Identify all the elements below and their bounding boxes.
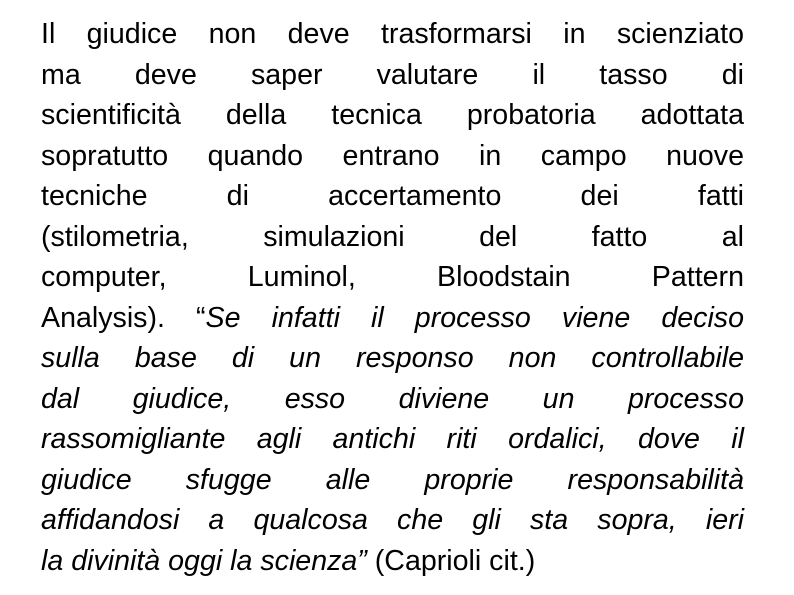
paragraph-line — [41, 217, 744, 258]
paragraph-line — [41, 14, 744, 55]
quote-italic-text: la divinità oggi la scienza” — [41, 544, 367, 577]
line-text: scientificità della tecnica probatoria adottata — [41, 99, 744, 131]
paragraph-line — [41, 176, 744, 217]
quote-italic-text: rassomigliante agli antichi riti ordalici, dove il — [41, 423, 744, 455]
quote-italic-text: giudice sfugge alle proprie responsabilità — [41, 463, 744, 496]
line-text: ma deve saper valutare il tasso di — [41, 58, 744, 91]
quote-paragraph — [41, 14, 744, 581]
line-text: Analysis). “ — [41, 301, 206, 334]
quote-italic-text: Se infatti il processo viene deciso — [205, 301, 745, 334]
line-text: tecniche di accertamento dei fatti — [41, 180, 744, 212]
citation-text: (Caprioli cit.) — [366, 544, 536, 577]
paragraph-line — [41, 338, 744, 379]
paragraph-line — [41, 379, 744, 420]
paragraph-line — [41, 55, 744, 96]
paragraph-line — [41, 136, 744, 177]
line-text: sopratutto quando entrano in campo nuove — [41, 139, 744, 172]
line-text: computer, Luminol, Bloodstain Pattern — [41, 261, 744, 293]
quote-italic-text: dal giudice, esso diviene un processo — [41, 382, 744, 415]
quote-italic-text: affidandosi a qualcosa che gli sta sopra, ieri — [41, 504, 744, 536]
paragraph-line — [41, 298, 744, 339]
line-text: (stilometria, simulazioni del fatto al — [41, 220, 744, 253]
paragraph-line — [41, 257, 744, 298]
paragraph-line — [41, 500, 744, 541]
paragraph-line — [41, 95, 744, 136]
line-text: Il giudice non deve trasformarsi in scienziato — [41, 18, 744, 50]
paragraph-last-line — [41, 541, 744, 582]
paragraph-line — [41, 419, 744, 460]
quote-italic-text: sulla base di un responso non controllabile — [41, 342, 744, 374]
paragraph-line — [41, 460, 744, 501]
